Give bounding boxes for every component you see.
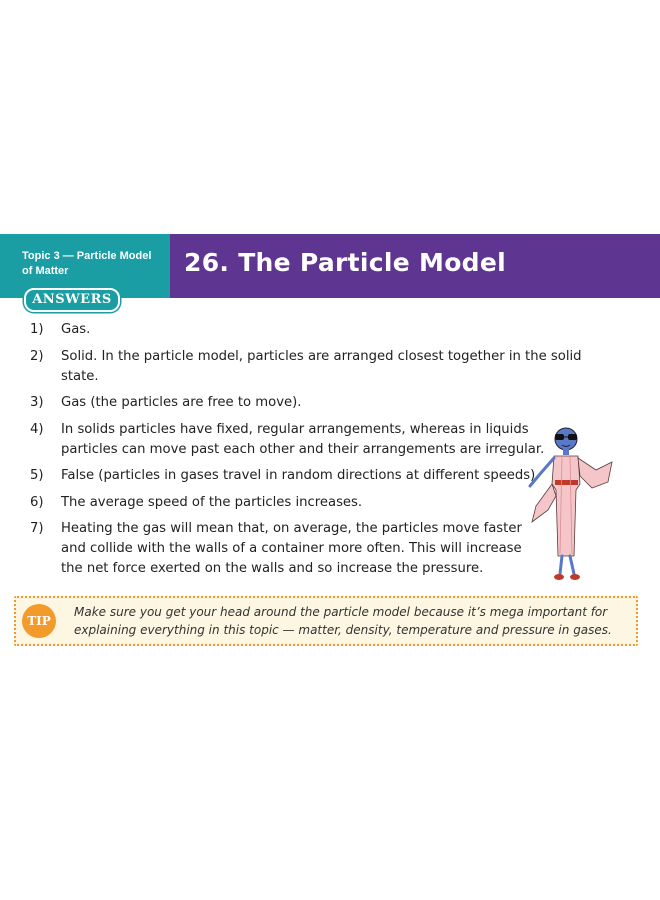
answer-text: The average speed of the particles increases. (61, 494, 363, 510)
answer-item (30, 519, 531, 579)
answer-item (30, 347, 620, 387)
answer-text: False (particles in gases travel in random directions at different speeds). (61, 468, 540, 483)
page-title: 26. The Particle Model (184, 248, 506, 277)
answers-badge: ANSWERS (24, 288, 120, 312)
answer-number: 4) (30, 421, 44, 437)
tip-badge: TIP (22, 604, 56, 638)
topic-label: Topic 3 — Particle Model of Matter (22, 250, 152, 277)
answer-item (30, 393, 620, 413)
answer-item (30, 466, 566, 486)
answer-text: In solids particles have fixed, regular arrangements, whereas in liquids particles can move past each other and their arrangements are irregular. (61, 421, 545, 457)
answer-text: Heating the gas will mean that, on average, the particles move faster and collide with the walls of a container more often. This will increase the net force exerted on the walls and so increase the pressure. (61, 521, 522, 576)
answer-text: Solid. In the particle model, particles are arranged closest together in the solid state. (61, 348, 582, 384)
tip-text: Make sure you get your head around the particle model because it’s mega important for explaining everything in this topic — matter, density, temperature and pressure in gases. (74, 605, 612, 637)
answer-text: Gas. (61, 322, 91, 337)
answer-number: 1) (30, 322, 44, 337)
answer-number: 6) (30, 494, 44, 510)
answer-item (30, 320, 620, 340)
title-bar (170, 234, 660, 298)
answer-number: 7) (30, 521, 44, 536)
answer-number: 2) (30, 348, 44, 364)
answer-text: Gas (the particles are free to move). (61, 395, 302, 410)
answer-item (30, 420, 566, 460)
tip-box (14, 596, 638, 646)
answer-number: 3) (30, 395, 44, 410)
fashion-figure-icon (522, 426, 618, 586)
answer-number: 5) (30, 468, 44, 483)
